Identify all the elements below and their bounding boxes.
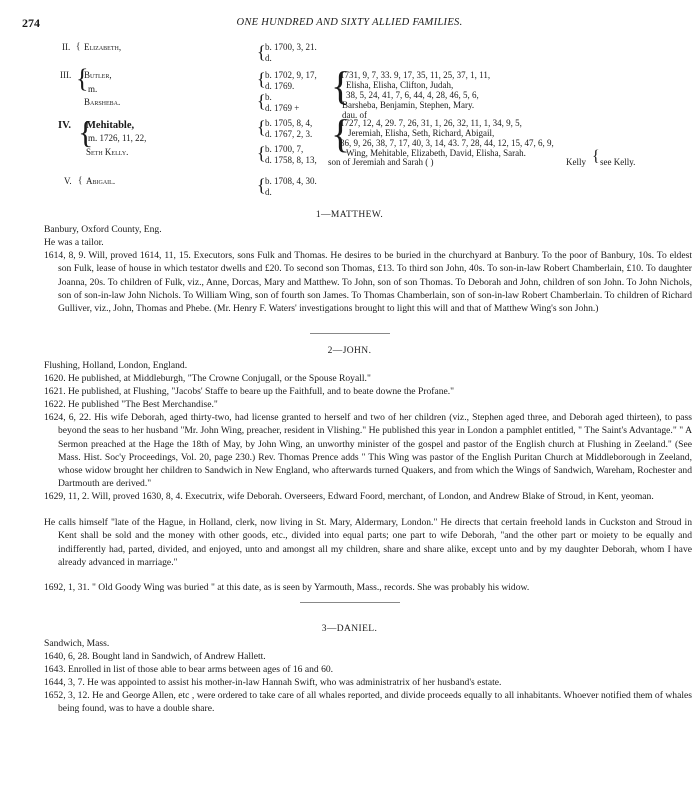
- gen-v-died: d.: [265, 187, 272, 197]
- gen-iii-children-line: Elisha, Elisha, Clifton, Judah,: [346, 80, 454, 90]
- gen-iii-children-line: Barsheba, Benjamin, Stephen, Mary.: [342, 100, 475, 110]
- john-entry-1692: 1692, 1, 31. " Old Goody Wing was buried " at this date, as is seen by Yarmouth, Mass., records. She was probably his widow.: [44, 582, 530, 593]
- gen-iv-children-line: son of Jeremiah and Sarah ( ): [328, 157, 434, 167]
- gen-v-born: b. 1708, 4, 30.: [265, 176, 317, 186]
- daniel-place: Sandwich, Mass.: [44, 638, 110, 649]
- gen-iii-died1: d. 1769.: [265, 81, 295, 91]
- brace-icon: {: [257, 42, 266, 62]
- gen-ii-name: Elizabeth,: [84, 42, 122, 52]
- gen-ii-born: b. 1700, 3, 21.: [265, 42, 317, 52]
- gen-iv-kelly: Kelly: [566, 157, 586, 167]
- brace-icon: {: [257, 175, 266, 195]
- brace-icon: {: [257, 91, 266, 111]
- brace-icon: {: [257, 69, 266, 89]
- john-entry-1622: 1622. He published "The Best Merchandise.": [44, 399, 218, 410]
- section-divider: [300, 602, 400, 603]
- gen-iv-children-line: 1727, 12, 4, 29. 7, 26, 31, 1, 26, 32, 11, 1, 34, 9, 5,: [340, 118, 522, 128]
- gen-v-name: Abigail.: [86, 176, 116, 186]
- brace-icon: {: [76, 64, 89, 93]
- gen-iv-children-line: Wing, Mehitable, Elizabeth, David, Elisha, Sarah.: [346, 148, 526, 158]
- matthew-will-paragraph: 1614, 8, 9. Will, proved 1614, 11, 15. Executors, sons Fulk and Thomas. He desires to be buried in the churchyard at Banbury. To the poor of Banbury, 10s. To eldest son Fulk, lease of house in which testator dwells and £20. To second son Thomas, £13. To third son John, 40s. To son-in-law Robert Chamberlain, £10. To daughter Joanna, 20s. To children of Fulk, viz., Anne, Dorcas, Mary and Matthew. To John, son of son Thomas. To Deborah and John, children of son John. To John Nichols, son of son-in-law John Nichols. To William Wing, son of fourth son James. To Thomas Chamberlain, son of son-in-law Robert Chamberlain. To children of Richard Gulliver, viz., John, Thomas and Phebe. (Mr. Henry F. Waters' investigations brought to light this will and that of Matthew Wing's son John.): [44, 250, 692, 315]
- gen-iv-name1: Mehitable,: [86, 120, 135, 131]
- john-entry-1629: 1629, 11, 2. Will, proved 1630, 8, 4. Executrix, wife Deborah. Overseers, Edward Foord, merchant, of London, and Andrew Blake of Stroud, in Kent, yeoman.: [44, 491, 654, 502]
- brace-icon: {: [76, 41, 81, 51]
- gen-iii-children-line: dau. of: [342, 110, 367, 120]
- john-entry-1624: 1624, 6, 22. His wife Deborah, aged thirty-two, had license granted to herself and two of her children (viz., Stephen aged three, and Deborah aged thirteen), to pass beyond the seas to her husband "Mr. John Wing, preacher, resident in Vlishing." He published this year in London a pamphlet entitled, " The Saint's Advantage." " A Sermon preached at the Hage the 18th of May, by John Wing, an unworthy minister of the gospel and pastor of the English church at Flushing in Zeeland." (See Mass. Hist. Soc'y Proceedings, Vol. 20, page 230.) Rev. Thomas Prence adds " This Wing was pastor of the English Puritan Church at Middleborough in Zeeland, whose widow brought her children to Sandwich in New England, who afterwards turned Quakers, and from which the Wings of Sandwich, Wareham, Rochester and Dartmouth are derived.": [44, 412, 692, 490]
- gen-ii-died: d.: [265, 53, 272, 63]
- brace-icon: {: [331, 111, 351, 156]
- brace-icon: {: [257, 117, 266, 137]
- john-will-details: He calls himself "late of the Hague, in Holland, clerk, now living in St. Mary, Aldermary, London." He directs that certain freehold lands in Cuckston and Stroud in Kent shall be sold and the money with other goods, etc., divided into equal parts; one part to wife Deborah, "and the other part or moiety to be equally and indifferently had, parted, divided, and enjoyed, unto and amongst all my children, share and share alike, except unto and by my daughter Deborah, whom I have already advanced in marriage.": [44, 517, 692, 568]
- brace-icon: {: [331, 63, 351, 108]
- gen-iv-name2: Seth Kelly.: [86, 147, 129, 157]
- daniel-entry-1652: 1652, 3, 12. He and George Allen, etc , were ordered to take care of all whales reported, and divide proceeds equally to all inhabitants. Whoever notified them of whales being found, was to have a double share.: [44, 690, 692, 715]
- brace-icon: {: [257, 143, 266, 163]
- section-title-matthew: 1—MATTHEW.: [315, 210, 384, 220]
- brace-icon: {: [78, 175, 83, 185]
- gen-iii-name2: Barsheba.: [84, 97, 121, 107]
- john-places: Flushing, Holland, London, England.: [44, 360, 188, 371]
- gen-iii-children-line: 1731, 9, 7, 33. 9, 17, 35, 11, 25, 37, 1, 11,: [340, 70, 491, 80]
- daniel-entry-1643: 1643. Enrolled in list of those able to bear arms between ages of 16 and 60.: [44, 664, 334, 675]
- section-title-daniel: 3—DANIEL.: [321, 624, 378, 634]
- gen-iii-born2: b.: [265, 92, 272, 102]
- gen-iv-died1: d. 1767, 2, 3.: [265, 129, 313, 139]
- section-divider: [310, 333, 390, 334]
- gen-iv-see-kelly: see Kelly.: [600, 157, 636, 167]
- gen-iii-number: III.: [60, 70, 72, 80]
- john-entry-1621: 1621. He published, at Flushing, "Jacobs' Staffe to beare up the Faithfull, and to beate downe the Profane.": [44, 386, 455, 397]
- gen-iii-married: m.: [88, 84, 98, 94]
- daniel-entry-1644: 1644, 3, 7. He was appointed to assist his mother-in-law Hannah Swift, who was administratrix of her husband's estate.: [44, 677, 502, 688]
- gen-v-number: V.: [64, 176, 72, 186]
- brace-icon: {: [592, 148, 600, 165]
- gen-iv-died2: d. 1758, 8, 13,: [265, 155, 317, 165]
- gen-iv-children-line: 36, 9, 26, 38, 7, 17, 40, 3, 14, 43. 7, 28, 44, 12, 15, 47, 6, 9,: [340, 138, 554, 148]
- matthew-place: Banbury, Oxford County, Eng.: [44, 224, 162, 235]
- daniel-entry-1640: 1640, 6, 28. Bought land in Sandwich, of Andrew Hallett.: [44, 651, 266, 662]
- gen-iv-born1: b. 1705, 8, 4,: [265, 118, 313, 128]
- gen-ii-number: II.: [62, 42, 71, 52]
- section-title-john: 2—JOHN.: [327, 346, 372, 356]
- gen-iv-children-line: Jeremiah, Elisha, Seth, Richard, Abigail,: [348, 128, 495, 138]
- gen-iii-died2: d. 1769 +: [265, 103, 300, 113]
- running-title: ONE HUNDRED AND SIXTY ALLIED FAMILIES.: [236, 17, 463, 28]
- gen-iii-name1: Butler,: [84, 70, 112, 80]
- gen-iv-number: IV.: [58, 120, 71, 131]
- matthew-occupation: He was a tailor.: [44, 237, 104, 248]
- gen-iii-children-line: 38, 5, 24, 41, 7, 6, 44, 4, 28, 46, 5, 6,: [346, 90, 479, 100]
- page-number: 274: [22, 16, 40, 30]
- brace-icon: {: [78, 114, 94, 150]
- john-entry-1620: 1620. He published, at Middleburgh, "The Crowne Conjugall, or the Spouse Royall.": [44, 373, 371, 384]
- gen-iii-born1: b. 1702, 9, 17,: [265, 70, 317, 80]
- gen-iv-married: m. 1726, 11, 22,: [88, 133, 147, 143]
- gen-iv-born2: b. 1700, 7,: [265, 144, 304, 154]
